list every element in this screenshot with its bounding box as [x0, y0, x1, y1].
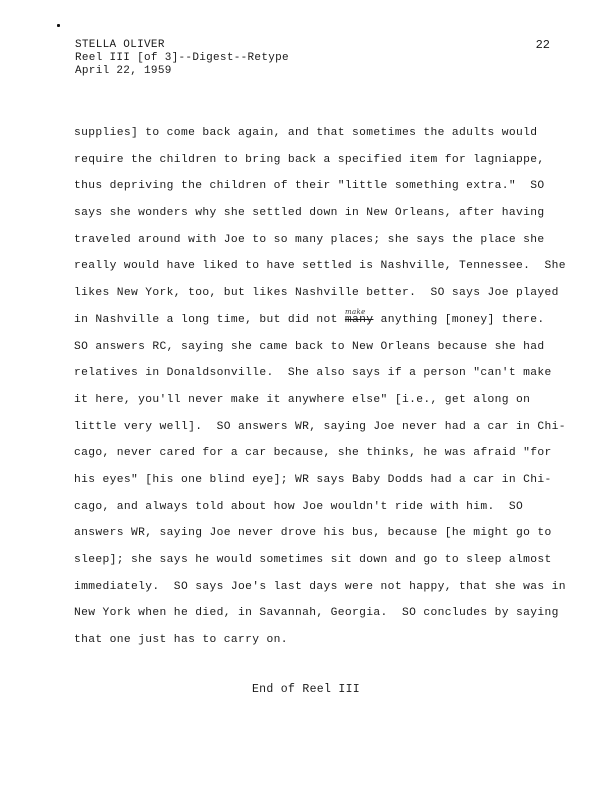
- body-line-19: New York when he died, in Savannah, Georgia. SO concludes by saying: [74, 607, 559, 620]
- body-line-4: says she wonders why she settled down in New Orleans, after having: [74, 207, 545, 220]
- interviewee-name: STELLA OLIVER: [75, 39, 165, 51]
- body-line-16: answers WR, saying Joe never drove his bus, because [he might go to: [74, 527, 552, 540]
- body-line-1: supplies] to come back again, and that sometimes the adults would: [74, 127, 538, 139]
- body-line-6: really would have liked to have settled is Nashville, Tennessee. She: [74, 260, 566, 273]
- struck-word: many: [344, 313, 374, 326]
- body-line-15: cago, and always told about how Joe wouldn't ride with him. SO: [74, 500, 524, 513]
- transcript-body: [74, 120, 566, 654]
- interview-date: April 22, 1959: [75, 65, 172, 77]
- body-line-11: it here, you'll never make it anywhere else" [i.e., get along on: [74, 393, 531, 406]
- document-header: [75, 39, 555, 78]
- body-line-12: little very well]. SO answers WR, saying Joe never had a car in Chi-: [74, 420, 566, 433]
- body-line-13: cago, never cared for a car because, she thinks, he was afraid "for: [74, 447, 552, 460]
- body-line-20: that one just has to carry on.: [74, 634, 288, 647]
- body-line-5: traveled around with Joe to so many places; she says the place she: [74, 233, 545, 246]
- body-line-2: require the children to bring back a specified item for lagniappe,: [74, 153, 545, 166]
- body-line-18: immediately. SO says Joe's last days were not happy, that she was in: [74, 580, 566, 593]
- body-line-9: SO answers RC, saying she came back to New Orleans because she had: [74, 340, 545, 353]
- handwritten-insertion: make: [345, 307, 366, 316]
- body-line-8: [74, 307, 554, 334]
- end-of-reel: End of Reel III: [251, 683, 361, 696]
- body-line-14: his eyes" [his one blind eye]; WR says Baby Dodds had a car in Chi-: [74, 473, 552, 486]
- body-line-3: thus depriving the children of their "little something extra." SO: [74, 180, 545, 193]
- reel-info: Reel III [of 3]--Digest--Retype: [75, 52, 289, 64]
- body-line-10: relatives in Donaldsonville. She also says if a person "can't make: [74, 367, 552, 380]
- body-line-7: likes New York, too, but likes Nashville better. SO says Joe played: [74, 287, 559, 300]
- paper-speck: [57, 24, 60, 27]
- page-number: 22: [535, 38, 550, 52]
- body-line-8-after: anything [money] there.: [373, 313, 545, 326]
- body-line-17: sleep]; she says he would sometimes sit down and go to sleep almost: [74, 554, 552, 566]
- body-line-8-before: in Nashville a long time, but did not: [74, 313, 345, 326]
